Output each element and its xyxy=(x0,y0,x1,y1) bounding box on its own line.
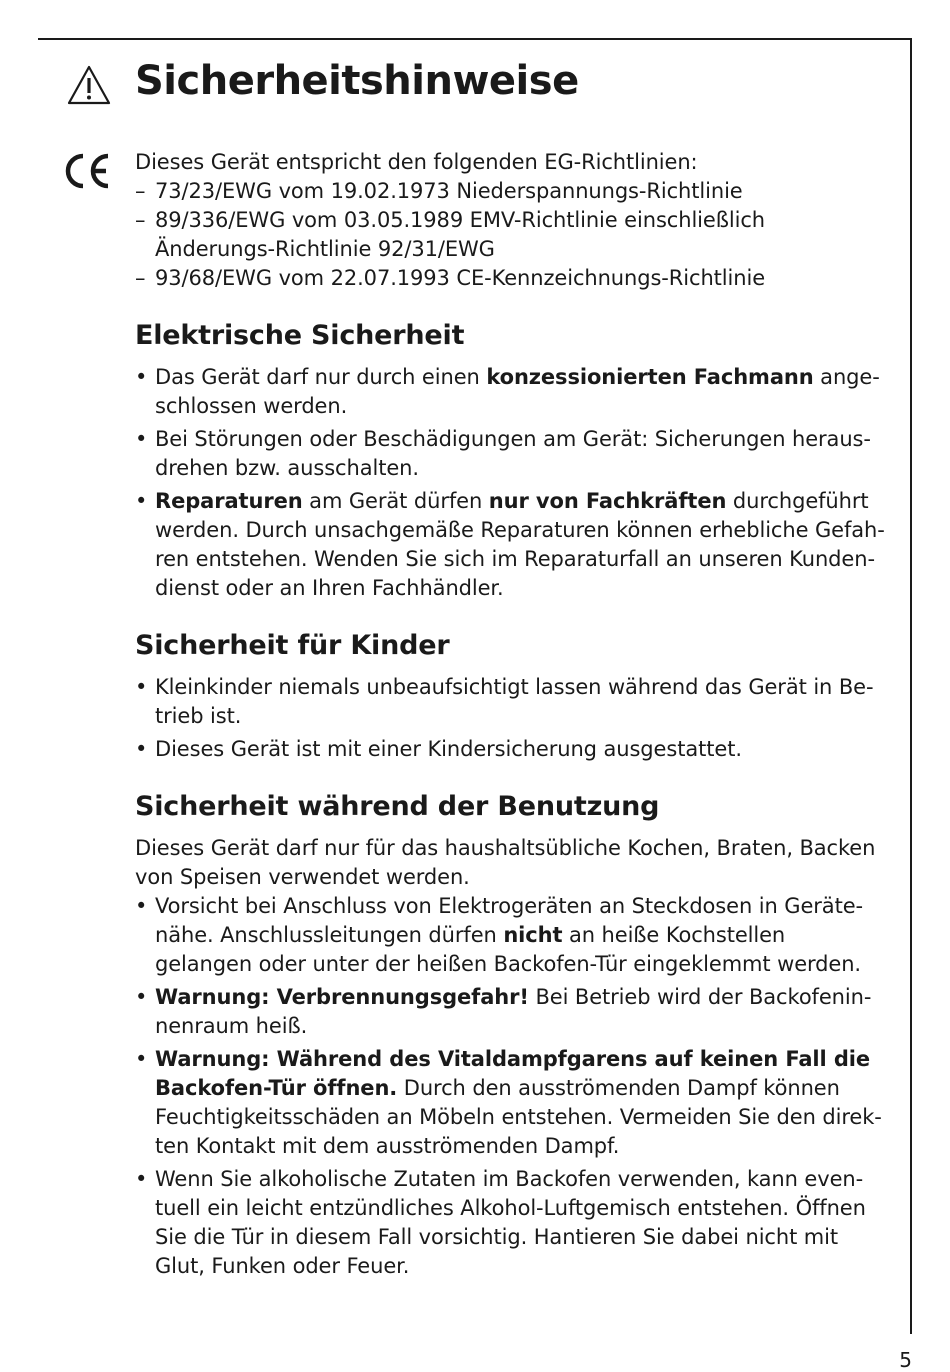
list-item: • Vorsicht bei Anschluss von Elektrogeräten an Steckdosen in Gerätenähe. Anschlussleitungen dürfen nicht an heiße Kochstellen gelangen oder unter der heißen Backofen-Tür eingeklemmt werden. xyxy=(135,894,864,976)
usage-safety-heading: Sicherheit während der Benutzung xyxy=(135,791,660,822)
page-number: 5 xyxy=(899,1348,912,1372)
list-item: • Kleinkinder niemals unbeaufsichtigt lassen während das Gerät in Betrieb ist. xyxy=(135,675,874,728)
bullet: • xyxy=(135,985,148,1009)
bullet: • xyxy=(135,894,148,918)
usage-safety-list xyxy=(135,892,887,1281)
bullet: • xyxy=(135,365,148,389)
child-safety-section xyxy=(135,629,887,764)
electric-safety-section xyxy=(135,319,887,603)
bullet: • xyxy=(135,675,148,699)
list-item: • Bei Störungen oder Beschädigungen am Gerät: Sicherungen herausdrehen bzw. ausschalten. xyxy=(135,427,871,480)
ce-mark-icon xyxy=(62,150,112,192)
list-item: • Das Gerät darf nur durch einen konzessionierten Fachmann angeschlossen werden. xyxy=(135,365,880,418)
bullet: • xyxy=(135,489,148,513)
list-item: • Reparaturen am Gerät dürfen nur von Fachkräften durchgeführt werden. Durch unsachgemäße Reparaturen können erhebliche Gefahren entstehen. Wenden Sie sich im Reparaturfall an unseren Kundendienst oder an Ihren Fachhändler. xyxy=(135,489,885,600)
usage-safety-section xyxy=(135,790,887,1281)
child-safety-list xyxy=(135,673,887,764)
directive-item: – 89/336/EWG vom 03.05.1989 EMV-Richtlinie einschließlich Änderungs-Richtlinie 92/31/EWG xyxy=(135,208,765,261)
directives-lead: Dieses Gerät entspricht den folgenden EG-Richtlinien: xyxy=(135,150,698,174)
directives-section xyxy=(135,148,887,293)
bullet: • xyxy=(135,737,148,761)
right-rule xyxy=(910,38,912,1334)
directive-item: – 73/23/EWG vom 19.02.1973 Niederspannungs-Richtlinie xyxy=(135,179,743,203)
usage-intro: Dieses Gerät darf nur für das haushaltsübliche Kochen, Braten, Backen von Speisen verwendet werden. xyxy=(135,836,876,889)
list-item: • Warnung: Verbrennungsgefahr! Bei Betrieb wird der Backofeninnenraum heiß. xyxy=(135,985,872,1038)
electric-safety-heading: Elektrische Sicherheit xyxy=(135,320,465,351)
bullet: • xyxy=(135,1167,148,1191)
page-title: Sicherheitshinweise xyxy=(135,58,579,104)
content xyxy=(135,148,887,1285)
directive-item: – 93/68/EWG vom 22.07.1993 CE-Kennzeichnungs-Richtlinie xyxy=(135,266,766,290)
warning-triangle-icon xyxy=(66,64,112,106)
bullet: • xyxy=(135,427,148,451)
list-item: • Wenn Sie alkoholische Zutaten im Backofen verwenden, kann eventuell ein leicht entzündliches Alkohol-Luftgemisch entstehen. Öffnen Sie die Tür in diesem Fall vorsichtig. Hantieren Sie dabei nicht mit Glut, Funken oder Feuer. xyxy=(135,1167,866,1278)
child-safety-heading: Sicherheit für Kinder xyxy=(135,630,450,661)
list-item: • Warnung: Während des Vitaldampfgarens auf keinen Fall die Backofen-Tür öffnen. Durch den ausströmenden Dampf können Feuchtigkeitsschäden an Möbeln entstehen. Vermeiden Sie den direkten Kontakt mit dem ausströmenden Dampf. xyxy=(135,1047,882,1158)
list-item: • Dieses Gerät ist mit einer Kindersicherung ausgestattet. xyxy=(135,735,887,764)
top-rule xyxy=(38,38,912,40)
electric-safety-list xyxy=(135,363,887,603)
bullet: • xyxy=(135,1047,148,1071)
